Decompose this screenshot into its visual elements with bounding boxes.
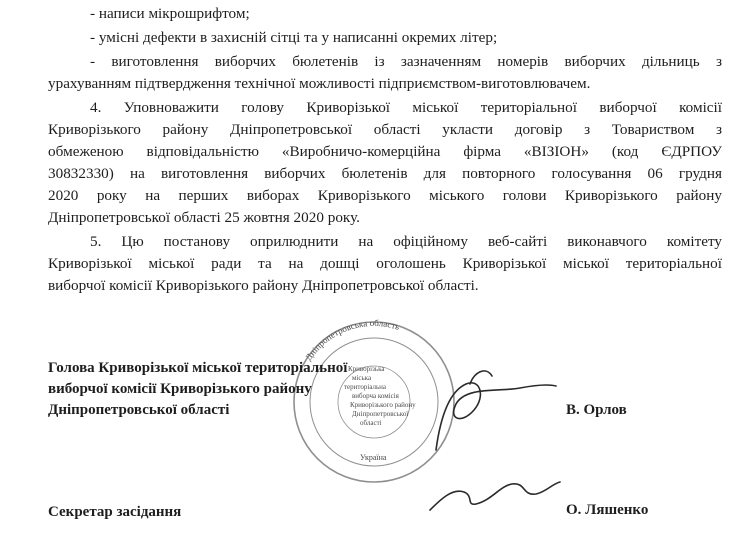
bullet-ballots-cont: урахуванням підтвердження технічної можливості підприємством-виготовлювачем. [48, 75, 591, 92]
stamp-inner-text [344, 365, 416, 427]
chair-signature [436, 371, 556, 450]
p4-line-3: обмеженою відповідальністю «Виробничо-комерційна фірма «ВІЗІОН» (код ЄДРПОУ [48, 143, 722, 160]
stamp-inner-line: Криворізького району [350, 401, 416, 409]
p4-line-4: 30832330) на виготовлення виборчих бюлетенів для повторного голосування 06 грудня [48, 165, 722, 182]
bullet-ballots: - виготовлення виборчих бюлетенів із зазначенням номерів виборчих дільниць з [90, 53, 722, 70]
chair-name: В. Орлов [566, 402, 627, 418]
stamp-inner-line: області [360, 419, 382, 427]
stamp-inner-line: Дніпропетровської [352, 410, 409, 418]
p4-line-6: Дніпропетровської області 25 жовтня 2020 року. [48, 209, 360, 226]
p5-line-1: 5. Цю постанову оприлюднити на офіційному веб-сайті виконавчого комітету [90, 233, 722, 250]
bullet-defects: - уміснi дефекти в захисній сітці та у написанні окремих літер; [90, 29, 498, 46]
p5-line-2: Криворізької міської ради та на дошці оголошень Криворізької міської територіальної [48, 255, 722, 272]
p4-line-5: 2020 року на перших виборах Криворізького міського голови Криворізького району [48, 187, 722, 204]
secretary-name: О. Ляшенко [566, 502, 649, 518]
bullet-microprint: - написи мікрошрифтом; [90, 5, 250, 22]
secretary-signature [430, 482, 560, 510]
stamp-bottom-text: Україна [360, 453, 387, 462]
p4-line-2: Криворізького району Дніпропетровської області укласти договір з Товариством з [48, 121, 722, 138]
stamp-inner-line: виборча комісія [352, 392, 399, 400]
chair-title-line-3: Дніпропетровської області [48, 402, 230, 418]
secretary-title: Секретар засідання [48, 504, 182, 520]
p4-line-1: 4. Уповноважити голову Криворізької міської територіальної виборчої комісії [90, 99, 722, 116]
chair-title-line-2: виборчої комісії Криворізького району [48, 381, 312, 397]
p5-line-3: виборчої комісії Криворізького району Дніпропетровської області. [48, 277, 479, 294]
stamp-inner-line: міська [352, 374, 372, 382]
stamp-outer-text: Дніпропетровська область [303, 317, 401, 363]
stamp-inner-line: територіальна [344, 383, 387, 391]
stamp-inner-line: Криворізька [348, 365, 385, 373]
chair-title-line-1: Голова Криворізької міської територіальної [48, 360, 348, 376]
